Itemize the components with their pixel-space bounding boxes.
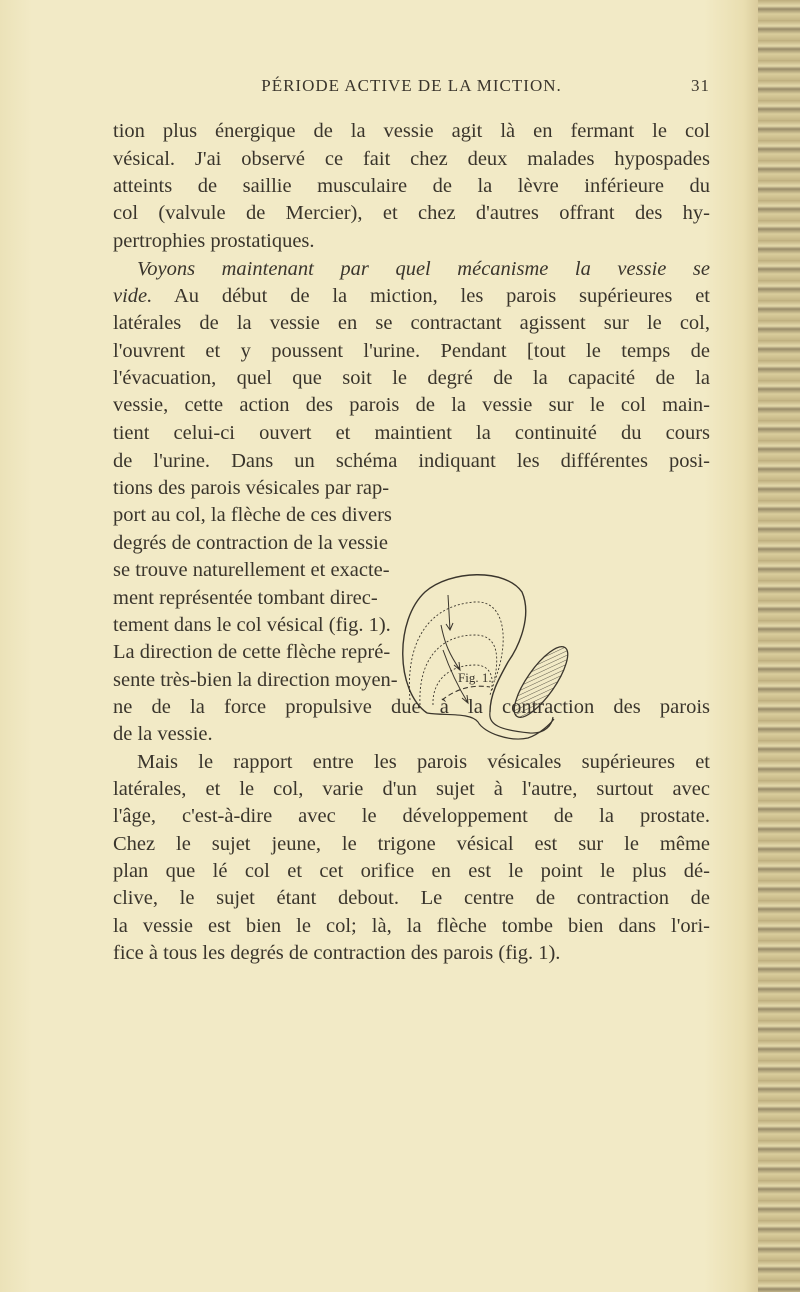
text-segment: Voyons maintenant par quel mécanisme la vessie se bbox=[137, 258, 710, 280]
text-segment: la vessie est bien le col; là, la flèche tombe bien dans l'ori- bbox=[113, 915, 710, 937]
text-line bbox=[113, 941, 710, 965]
arrow-1 bbox=[446, 595, 453, 630]
contraction-line-4 bbox=[442, 686, 490, 700]
text-line bbox=[113, 476, 390, 500]
text-line bbox=[113, 668, 398, 692]
text-segment: ment représentée tombant direc- bbox=[113, 587, 378, 609]
text-line bbox=[113, 229, 710, 253]
text-line bbox=[113, 613, 391, 637]
text-line bbox=[113, 339, 710, 363]
text-segment: latérales, et le col, varie d'un sujet à l'autre, surtout avec bbox=[113, 778, 710, 800]
text-segment: de l'urine. Dans un schéma indiquant les différentes posi- bbox=[113, 450, 710, 472]
text-line bbox=[113, 311, 710, 335]
text-line bbox=[113, 421, 710, 445]
text-segment: col (valvule de Mercier), et chez d'autres offrant des hy- bbox=[113, 202, 710, 224]
text-segment: plan que lé col et cet orifice en est le point le plus dé- bbox=[113, 860, 710, 882]
text-line bbox=[113, 886, 710, 910]
text-line bbox=[113, 558, 390, 582]
bladder-figure bbox=[380, 560, 650, 760]
text-segment: tement dans le col vésical (fig. 1). bbox=[113, 614, 391, 636]
text-segment: tient celui-ci ouvert et maintient la continuité du cours bbox=[113, 422, 710, 444]
text-segment: ne de la force propulsive due à la contraction des parois bbox=[113, 696, 710, 718]
text-line bbox=[113, 586, 378, 610]
text-line bbox=[113, 804, 710, 828]
header-title: PÉRIODE ACTIVE DE LA MICTION. bbox=[261, 76, 562, 95]
text-segment: Au début de la miction, les parois supérieures et bbox=[152, 285, 710, 307]
text-line bbox=[113, 777, 710, 801]
text-line bbox=[113, 914, 710, 938]
figure-caption: Fig. 1. bbox=[458, 670, 492, 685]
prostate-hatched bbox=[505, 640, 576, 725]
text-line bbox=[113, 147, 710, 171]
text-segment: l'âge, c'est-à-dire avec le développement de la prostate. bbox=[113, 805, 710, 827]
text-segment: port au col, la flèche de ces divers bbox=[113, 504, 392, 526]
text-segment: pertrophies prostatiques. bbox=[113, 230, 315, 252]
book-binding-edge bbox=[758, 0, 800, 1292]
text-segment: clive, le sujet étant debout. Le centre de contraction de bbox=[113, 887, 710, 909]
text-line bbox=[113, 119, 710, 143]
text-line bbox=[113, 257, 710, 281]
text-segment: tions des parois vésicales par rap- bbox=[113, 477, 390, 499]
text-line bbox=[113, 832, 710, 856]
text-segment: atteints de saillie musculaire de la lèvre inférieure du bbox=[113, 175, 710, 197]
text-segment: degrés de contraction de la vessie bbox=[113, 532, 388, 554]
page-number: 31 bbox=[691, 76, 710, 95]
text-segment: l'évacuation, quel que soit le degré de la capacité de la bbox=[113, 367, 710, 389]
text-segment: fice à tous les degrés de contraction des parois (fig. 1). bbox=[113, 942, 561, 964]
text-segment: latérales de la vessie en se contractant agissent sur le col, bbox=[113, 312, 710, 334]
text-line bbox=[113, 174, 710, 198]
text-line bbox=[113, 859, 710, 883]
text-line bbox=[113, 201, 710, 225]
text-line bbox=[113, 284, 710, 308]
text-line bbox=[113, 531, 388, 555]
text-line bbox=[113, 640, 391, 664]
text-line bbox=[113, 366, 710, 390]
text-segment: La direction de cette flèche repré- bbox=[113, 641, 391, 663]
arrow-2 bbox=[441, 625, 460, 670]
text-segment: vide. bbox=[113, 285, 153, 307]
text-line bbox=[113, 503, 392, 527]
text-segment: Mais le rapport entre les parois vésicales supérieures et bbox=[137, 751, 710, 773]
text-segment: se trouve naturellement et exacte- bbox=[113, 559, 390, 581]
text-segment: vésical. J'ai observé ce fait chez deux malades hypospades bbox=[113, 148, 710, 170]
text-segment: sente très-bien la direction moyen- bbox=[113, 669, 398, 691]
text-segment: vessie, cette action des parois de la vessie sur le col main- bbox=[113, 394, 710, 416]
bladder-outline bbox=[403, 575, 526, 713]
text-segment: Chez le sujet jeune, le trigone vésical est sur le même bbox=[113, 833, 710, 855]
text-line bbox=[113, 449, 710, 473]
text-segment: tion plus énergique de la vessie agit là en fermant le col bbox=[113, 120, 710, 142]
text-line bbox=[113, 393, 710, 417]
text-segment: de la vessie. bbox=[113, 723, 213, 745]
text-segment: l'ouvrent et y poussent l'urine. Pendant [tout le temps de bbox=[113, 340, 710, 362]
